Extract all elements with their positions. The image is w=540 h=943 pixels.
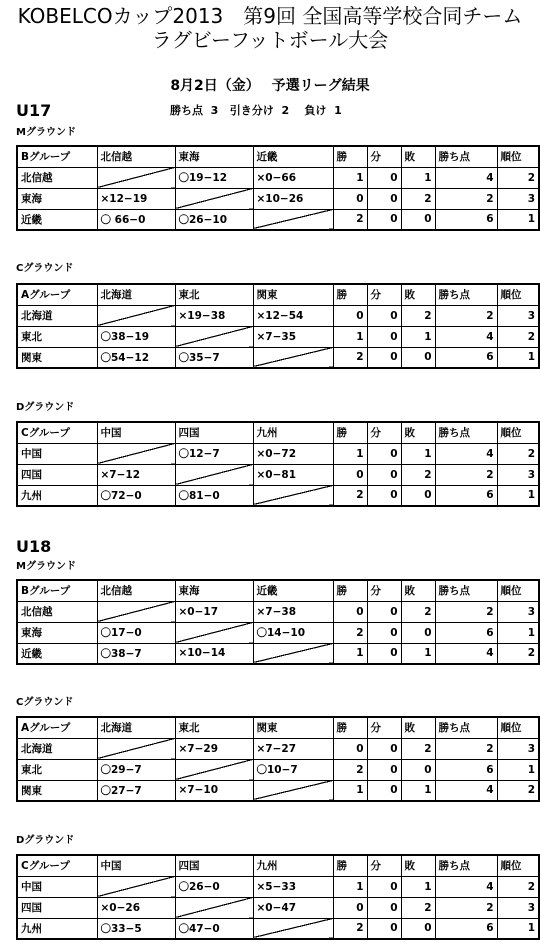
ground-label: Mグラウンド <box>16 127 76 138</box>
team-name-cell: 東海 <box>17 188 97 209</box>
loss-header-cell: 敗 <box>401 580 435 601</box>
self-match-cell <box>175 897 253 918</box>
pool-results-table <box>16 145 540 231</box>
points-cell: 6 <box>435 209 497 230</box>
team-name-cell: 東北 <box>17 759 97 780</box>
self-match-cell <box>253 485 333 506</box>
table-row <box>17 347 539 368</box>
losses-cell: 0 <box>401 622 435 643</box>
title-line-2: ラグビーフットボール大会 <box>151 28 389 52</box>
losses-cell: 1 <box>401 876 435 897</box>
opponent-header-cell: 九州 <box>253 855 333 876</box>
rank-cell: 1 <box>497 347 539 368</box>
opponent-header-cell: 北海道 <box>97 284 175 305</box>
rank-header-cell: 順位 <box>497 580 539 601</box>
table-row <box>17 326 539 347</box>
self-match-cell <box>253 643 333 664</box>
draws-cell: 0 <box>367 305 401 326</box>
draw-header-cell: 分 <box>367 284 401 305</box>
match-result-cell: 〇29−7 <box>97 759 175 780</box>
age-category-heading: U18 <box>16 537 52 556</box>
rank-cell: 1 <box>497 918 539 939</box>
losses-cell: 2 <box>401 738 435 759</box>
table-row <box>17 780 539 801</box>
self-match-cell <box>97 305 175 326</box>
self-match-cell <box>175 759 253 780</box>
draw-header-cell: 分 <box>367 855 401 876</box>
rank-cell: 2 <box>497 643 539 664</box>
team-name-cell: 北信越 <box>17 601 97 622</box>
rank-cell: 2 <box>497 167 539 188</box>
match-result-cell: 〇38−7 <box>97 643 175 664</box>
match-result-cell: 〇26−10 <box>175 209 253 230</box>
losses-cell: 1 <box>401 643 435 664</box>
points-cell: 2 <box>435 464 497 485</box>
rank-header-cell: 順位 <box>497 717 539 738</box>
points-cell: 6 <box>435 622 497 643</box>
opponent-header-cell: 近畿 <box>253 580 333 601</box>
ground-label: Cグラウンド <box>16 697 74 708</box>
losses-cell: 2 <box>401 464 435 485</box>
wins-cell: 2 <box>333 209 367 230</box>
losses-cell: 2 <box>401 305 435 326</box>
match-result-cell: ×0−17 <box>175 601 253 622</box>
wins-cell: 0 <box>333 897 367 918</box>
opponent-header-cell: 北信越 <box>97 146 175 167</box>
loss-header-cell: 敗 <box>401 284 435 305</box>
self-match-cell <box>175 622 253 643</box>
match-result-cell: ×10−14 <box>175 643 253 664</box>
table-header-row <box>17 855 539 876</box>
losses-cell: 0 <box>401 759 435 780</box>
table-row <box>17 464 539 485</box>
wins-cell: 1 <box>333 643 367 664</box>
self-match-cell <box>175 464 253 485</box>
table-header-row <box>17 580 539 601</box>
wins-cell: 2 <box>333 347 367 368</box>
table-header-row <box>17 146 539 167</box>
match-result-cell: 〇12−7 <box>175 443 253 464</box>
group-name-cell: Cグループ <box>17 422 97 443</box>
self-match-cell <box>175 188 253 209</box>
rank-cell: 3 <box>497 188 539 209</box>
points-cell: 2 <box>435 305 497 326</box>
team-name-cell: 近畿 <box>17 209 97 230</box>
opponent-header-cell: 東北 <box>175 717 253 738</box>
rank-cell: 3 <box>497 464 539 485</box>
match-result-cell: 〇 66−0 <box>97 209 175 230</box>
match-result-cell: ×7−10 <box>175 780 253 801</box>
opponent-header-cell: 東北 <box>175 284 253 305</box>
table-row <box>17 738 539 759</box>
team-name-cell: 東北 <box>17 326 97 347</box>
opponent-header-cell: 中国 <box>97 855 175 876</box>
match-result-cell: 〇38−19 <box>97 326 175 347</box>
rank-cell: 1 <box>497 759 539 780</box>
table-row <box>17 643 539 664</box>
self-match-cell <box>175 326 253 347</box>
rank-cell: 2 <box>497 326 539 347</box>
points-header-cell: 勝ち点 <box>435 146 497 167</box>
rank-cell: 1 <box>497 209 539 230</box>
losses-cell: 0 <box>401 209 435 230</box>
points-rule: 勝ち点 3 引き分け 2 負け 1 <box>170 104 342 117</box>
wins-cell: 2 <box>333 759 367 780</box>
opponent-header-cell: 近畿 <box>253 146 333 167</box>
points-cell: 6 <box>435 918 497 939</box>
match-result-cell: ×12−54 <box>253 305 333 326</box>
group-name-cell: Bグループ <box>17 146 97 167</box>
table-header-row <box>17 284 539 305</box>
points-cell: 4 <box>435 780 497 801</box>
opponent-header-cell: 四国 <box>175 855 253 876</box>
table-row <box>17 622 539 643</box>
match-result-cell: ×10−26 <box>253 188 333 209</box>
wins-cell: 1 <box>333 780 367 801</box>
win-header-cell: 勝 <box>333 422 367 443</box>
pool-results-table <box>16 716 540 802</box>
points-cell: 4 <box>435 876 497 897</box>
title-line-1: KOBELCOカップ2013 第9回 全国高等学校合同チーム <box>17 4 523 28</box>
pool-results-table <box>16 421 540 507</box>
loss-header-cell: 敗 <box>401 422 435 443</box>
self-match-cell <box>97 443 175 464</box>
opponent-header-cell: 北海道 <box>97 717 175 738</box>
table-row <box>17 918 539 939</box>
table-row <box>17 601 539 622</box>
win-header-cell: 勝 <box>333 855 367 876</box>
match-result-cell: ×0−72 <box>253 443 333 464</box>
losses-cell: 1 <box>401 443 435 464</box>
team-name-cell: 北海道 <box>17 305 97 326</box>
table-row <box>17 759 539 780</box>
wins-cell: 2 <box>333 622 367 643</box>
self-match-cell <box>253 347 333 368</box>
group-name-cell: Cグループ <box>17 855 97 876</box>
table-row <box>17 188 539 209</box>
team-name-cell: 近畿 <box>17 643 97 664</box>
draws-cell: 0 <box>367 897 401 918</box>
match-result-cell: 〇35−7 <box>175 347 253 368</box>
match-result-cell: ×0−26 <box>97 897 175 918</box>
match-result-cell: 〇26−0 <box>175 876 253 897</box>
match-result-cell: ×7−38 <box>253 601 333 622</box>
table-header-row <box>17 422 539 443</box>
draws-cell: 0 <box>367 738 401 759</box>
draws-cell: 0 <box>367 188 401 209</box>
opponent-header-cell: 関東 <box>253 717 333 738</box>
group-name-cell: Bグループ <box>17 580 97 601</box>
draws-cell: 0 <box>367 918 401 939</box>
losses-cell: 2 <box>401 601 435 622</box>
points-cell: 2 <box>435 738 497 759</box>
match-result-cell: 〇47−0 <box>175 918 253 939</box>
points-header-cell: 勝ち点 <box>435 580 497 601</box>
rank-header-cell: 順位 <box>497 422 539 443</box>
draws-cell: 0 <box>367 780 401 801</box>
draws-cell: 0 <box>367 326 401 347</box>
ground-label: Dグラウンド <box>16 402 75 413</box>
group-name-cell: Aグループ <box>17 284 97 305</box>
team-name-cell: 四国 <box>17 897 97 918</box>
draw-header-cell: 分 <box>367 580 401 601</box>
draws-cell: 0 <box>367 485 401 506</box>
rank-cell: 3 <box>497 305 539 326</box>
draw-header-cell: 分 <box>367 422 401 443</box>
draws-cell: 0 <box>367 209 401 230</box>
points-cell: 4 <box>435 443 497 464</box>
rank-cell: 3 <box>497 897 539 918</box>
table-row <box>17 485 539 506</box>
points-cell: 6 <box>435 347 497 368</box>
self-match-cell <box>253 780 333 801</box>
wins-cell: 2 <box>333 918 367 939</box>
points-cell: 6 <box>435 759 497 780</box>
draw-header-cell: 分 <box>367 717 401 738</box>
rank-cell: 1 <box>497 622 539 643</box>
self-match-cell <box>97 876 175 897</box>
team-name-cell: 北信越 <box>17 167 97 188</box>
points-cell: 2 <box>435 601 497 622</box>
win-header-cell: 勝 <box>333 580 367 601</box>
team-name-cell: 九州 <box>17 485 97 506</box>
loss-header-cell: 敗 <box>401 717 435 738</box>
draws-cell: 0 <box>367 622 401 643</box>
rank-cell: 1 <box>497 485 539 506</box>
rank-cell: 3 <box>497 601 539 622</box>
table-row <box>17 305 539 326</box>
wins-cell: 0 <box>333 464 367 485</box>
points-cell: 4 <box>435 167 497 188</box>
ground-label: Dグラウンド <box>16 835 75 846</box>
losses-cell: 0 <box>401 347 435 368</box>
draws-cell: 0 <box>367 167 401 188</box>
match-result-cell: ×7−35 <box>253 326 333 347</box>
match-result-cell: 〇17−0 <box>97 622 175 643</box>
match-result-cell: 〇81−0 <box>175 485 253 506</box>
points-cell: 4 <box>435 326 497 347</box>
draws-cell: 0 <box>367 643 401 664</box>
results-subtitle: 8月2日（金） 予選リーグ結果 <box>170 78 370 94</box>
table-row <box>17 897 539 918</box>
ground-label: Cグラウンド <box>16 263 74 274</box>
match-result-cell: ×0−47 <box>253 897 333 918</box>
team-name-cell: 中国 <box>17 443 97 464</box>
table-row <box>17 209 539 230</box>
group-name-cell: Aグループ <box>17 717 97 738</box>
wins-cell: 0 <box>333 601 367 622</box>
match-result-cell: 〇10−7 <box>253 759 333 780</box>
team-name-cell: 中国 <box>17 876 97 897</box>
wins-cell: 2 <box>333 485 367 506</box>
table-row <box>17 876 539 897</box>
points-cell: 2 <box>435 897 497 918</box>
rank-header-cell: 順位 <box>497 146 539 167</box>
loss-header-cell: 敗 <box>401 855 435 876</box>
pool-results-table <box>16 579 540 665</box>
match-result-cell: ×7−29 <box>175 738 253 759</box>
wins-cell: 1 <box>333 876 367 897</box>
wins-cell: 1 <box>333 167 367 188</box>
win-header-cell: 勝 <box>333 146 367 167</box>
match-result-cell: ×0−81 <box>253 464 333 485</box>
win-header-cell: 勝 <box>333 284 367 305</box>
rank-cell: 2 <box>497 780 539 801</box>
points-header-cell: 勝ち点 <box>435 717 497 738</box>
team-name-cell: 東海 <box>17 622 97 643</box>
losses-cell: 0 <box>401 485 435 506</box>
draws-cell: 0 <box>367 601 401 622</box>
team-name-cell: 関東 <box>17 780 97 801</box>
opponent-header-cell: 北信越 <box>97 580 175 601</box>
draws-cell: 0 <box>367 876 401 897</box>
self-match-cell <box>97 601 175 622</box>
points-header-cell: 勝ち点 <box>435 284 497 305</box>
team-name-cell: 四国 <box>17 464 97 485</box>
opponent-header-cell: 九州 <box>253 422 333 443</box>
draws-cell: 0 <box>367 443 401 464</box>
rank-cell: 3 <box>497 738 539 759</box>
points-cell: 4 <box>435 643 497 664</box>
opponent-header-cell: 東海 <box>175 146 253 167</box>
opponent-header-cell: 中国 <box>97 422 175 443</box>
match-result-cell: ×7−27 <box>253 738 333 759</box>
draws-cell: 0 <box>367 759 401 780</box>
self-match-cell <box>253 209 333 230</box>
win-header-cell: 勝 <box>333 717 367 738</box>
match-result-cell: 〇19−12 <box>175 167 253 188</box>
draws-cell: 0 <box>367 347 401 368</box>
losses-cell: 2 <box>401 897 435 918</box>
table-header-row <box>17 717 539 738</box>
opponent-header-cell: 四国 <box>175 422 253 443</box>
losses-cell: 0 <box>401 918 435 939</box>
losses-cell: 1 <box>401 326 435 347</box>
wins-cell: 1 <box>333 326 367 347</box>
ground-label: Mグラウンド <box>16 561 76 572</box>
losses-cell: 1 <box>401 780 435 801</box>
match-result-cell: ×19−38 <box>175 305 253 326</box>
self-match-cell <box>97 738 175 759</box>
match-result-cell: 〇72−0 <box>97 485 175 506</box>
points-header-cell: 勝ち点 <box>435 855 497 876</box>
wins-cell: 0 <box>333 188 367 209</box>
loss-header-cell: 敗 <box>401 146 435 167</box>
wins-cell: 1 <box>333 443 367 464</box>
losses-cell: 1 <box>401 167 435 188</box>
draws-cell: 0 <box>367 464 401 485</box>
points-header-cell: 勝ち点 <box>435 422 497 443</box>
opponent-header-cell: 東海 <box>175 580 253 601</box>
opponent-header-cell: 関東 <box>253 284 333 305</box>
match-result-cell: 〇27−7 <box>97 780 175 801</box>
wins-cell: 0 <box>333 305 367 326</box>
match-result-cell: ×0−66 <box>253 167 333 188</box>
team-name-cell: 関東 <box>17 347 97 368</box>
match-result-cell: ×5−33 <box>253 876 333 897</box>
draw-header-cell: 分 <box>367 146 401 167</box>
points-cell: 2 <box>435 188 497 209</box>
table-row <box>17 167 539 188</box>
pool-results-table <box>16 854 540 940</box>
match-result-cell: ×12−19 <box>97 188 175 209</box>
losses-cell: 2 <box>401 188 435 209</box>
rank-cell: 2 <box>497 876 539 897</box>
pool-results-table <box>16 283 540 369</box>
rank-cell: 2 <box>497 443 539 464</box>
table-row <box>17 443 539 464</box>
self-match-cell <box>97 167 175 188</box>
age-category-heading: U17 <box>16 101 52 120</box>
wins-cell: 0 <box>333 738 367 759</box>
match-result-cell: ×7−12 <box>97 464 175 485</box>
team-name-cell: 九州 <box>17 918 97 939</box>
match-result-cell: 〇14−10 <box>253 622 333 643</box>
rank-header-cell: 順位 <box>497 284 539 305</box>
self-match-cell <box>253 918 333 939</box>
match-result-cell: 〇33−5 <box>97 918 175 939</box>
match-result-cell: 〇54−12 <box>97 347 175 368</box>
team-name-cell: 北海道 <box>17 738 97 759</box>
points-cell: 6 <box>435 485 497 506</box>
rank-header-cell: 順位 <box>497 855 539 876</box>
